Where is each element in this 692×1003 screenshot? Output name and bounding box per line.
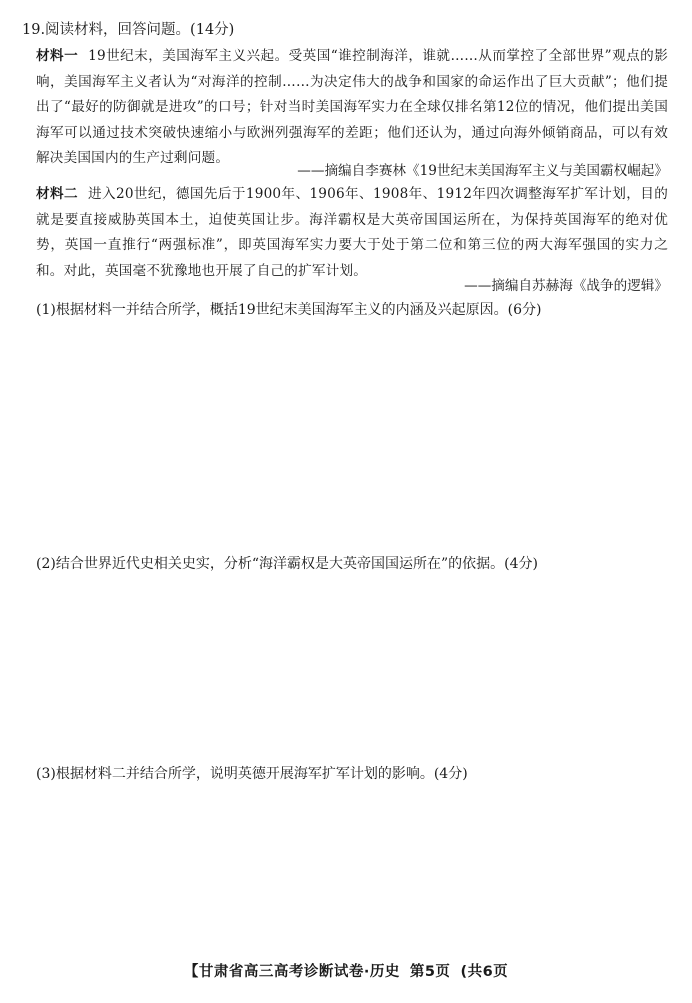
- material-2-label: 材料二: [36, 186, 78, 202]
- footer-total-pages: (共6页: [460, 964, 509, 980]
- page-footer: [0, 962, 692, 982]
- material-2: [36, 182, 668, 284]
- material-2-source: ——摘编自苏赫海《战争的逻辑》: [464, 278, 668, 294]
- material-1-label: 材料一: [36, 48, 79, 64]
- subquestion-1: (1)根据材料一并结合所学，概括19世纪末美国海军主义的内涵及兴起原因。(6分): [36, 302, 542, 318]
- subquestion-2: (2)结合世界近代史相关史实，分析“海洋霸权是大英帝国国运所在”的依据。(4分): [36, 556, 538, 572]
- question-header: 19.阅读材料，回答问题。(14分): [22, 22, 235, 38]
- material-2-text: 进入20世纪，德国先后于1900年、1906年、1908年、1912年四次调整海军扩军计划，目的就是要直接威胁英国本土，迫使英国让步。海洋霸权是大英帝国国运所在，为保持英国海军的绝对优势，英国一直推行“两强标准”，即英国海军实力要大于处于第二位和第三位的两大海军强国的实力之和。对此，英国毫不犹豫地也开展了自己的扩军计划。: [36, 186, 668, 279]
- material-1-text: 19世纪末，美国海军主义兴起。受英国“谁控制海洋，谁就……从而掌控了全部世界”观点的影响，美国海军主义者认为“对海洋的控制……为决定伟大的战争和国家的命运作出了巨大贡献”；他们提出了“最好的防御就是进攻”的口号；针对当时美国海军实力在全球仅排名第12位的情况，他们提出美国海军可以通过技术突破快速缩小与欧洲列强海军的差距；他们还认为，通过向海外倾销商品，可以有效解决美国国内的生产过剩问题。: [36, 48, 668, 166]
- material-1: [36, 44, 668, 172]
- subquestion-3: (3)根据材料二并结合所学，说明英德开展海军扩军计划的影响。(4分): [36, 766, 468, 782]
- footer-page-number: 第5页: [409, 964, 451, 980]
- material-1-source: ——摘编自李赛林《19世纪末美国海军主义与美国霸权崛起》: [297, 163, 668, 179]
- footer-exam-title: 【甘肃省高三高考诊断试卷·历史: [183, 964, 400, 980]
